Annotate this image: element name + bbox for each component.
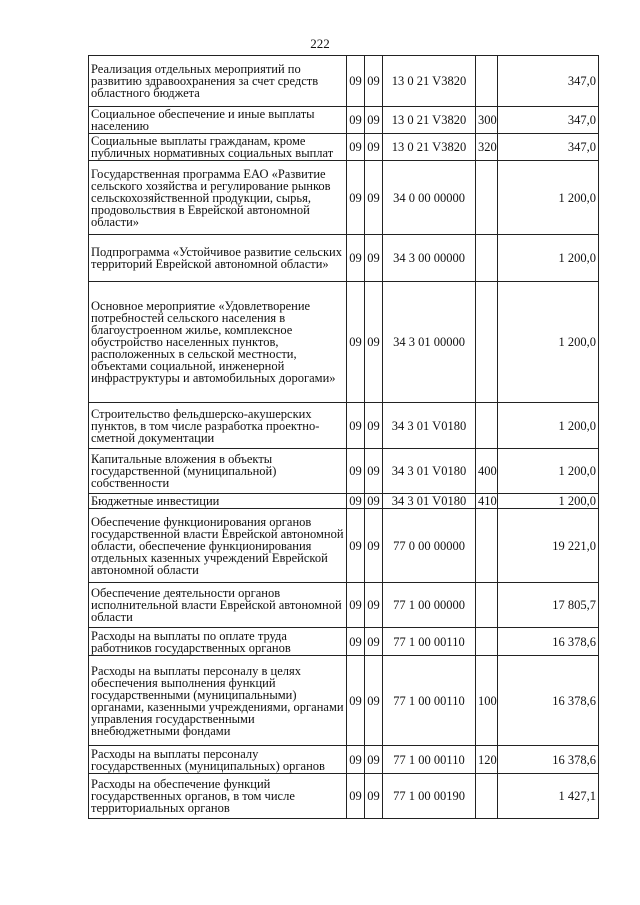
table-row bbox=[89, 774, 599, 819]
subsection-code: 09 bbox=[365, 282, 383, 403]
subsection-code: 09 bbox=[365, 403, 383, 449]
section-code: 09 bbox=[347, 494, 365, 509]
amount: 1 200,0 bbox=[498, 449, 599, 494]
section-code: 09 bbox=[347, 161, 365, 235]
expense-name: Расходы на выплаты по оплате труда работников государственных органов bbox=[89, 628, 347, 656]
expense-name: Основное мероприятие «Удовлетворение потребностей сельского населения в благоустроенном жилье, комплексное обустройство населенных пунктов, расположенных в сельской местности, объектами социальной, инженерной инфраструктуры и автомобильных дорогами» bbox=[89, 282, 347, 403]
section-code: 09 bbox=[347, 509, 365, 583]
subsection-code: 09 bbox=[365, 583, 383, 628]
table-row bbox=[89, 161, 599, 235]
expense-name: Капитальные вложения в объекты государственной (муниципальной) собственности bbox=[89, 449, 347, 494]
table-row bbox=[89, 134, 599, 161]
section-code: 09 bbox=[347, 56, 365, 107]
table-row bbox=[89, 107, 599, 134]
target-article-code: 13 0 21 V3820 bbox=[383, 56, 476, 107]
target-article-code: 77 1 00 00110 bbox=[383, 628, 476, 656]
section-code: 09 bbox=[347, 449, 365, 494]
expense-type-code bbox=[476, 161, 498, 235]
table-row bbox=[89, 746, 599, 774]
expense-type-code: 120 bbox=[476, 746, 498, 774]
table-row bbox=[89, 509, 599, 583]
target-article-code: 77 0 00 00000 bbox=[383, 509, 476, 583]
expense-name: Обеспечение деятельности органов исполнительной власти Еврейской автономной области bbox=[89, 583, 347, 628]
subsection-code: 09 bbox=[365, 774, 383, 819]
subsection-code: 09 bbox=[365, 56, 383, 107]
target-article-code: 34 0 00 00000 bbox=[383, 161, 476, 235]
target-article-code: 34 3 01 V0180 bbox=[383, 403, 476, 449]
table-row bbox=[89, 56, 599, 107]
amount: 1 200,0 bbox=[498, 161, 599, 235]
expense-type-code bbox=[476, 282, 498, 403]
expense-type-code bbox=[476, 235, 498, 282]
expense-name: Расходы на обеспечение функций государственных органов, в том числе территориальных органов bbox=[89, 774, 347, 819]
table-row bbox=[89, 656, 599, 746]
target-article-code: 34 3 00 00000 bbox=[383, 235, 476, 282]
subsection-code: 09 bbox=[365, 134, 383, 161]
amount: 16 378,6 bbox=[498, 656, 599, 746]
amount: 347,0 bbox=[498, 56, 599, 107]
section-code: 09 bbox=[347, 107, 365, 134]
amount: 16 378,6 bbox=[498, 746, 599, 774]
amount: 17 805,7 bbox=[498, 583, 599, 628]
expense-type-code bbox=[476, 583, 498, 628]
amount: 1 200,0 bbox=[498, 282, 599, 403]
section-code: 09 bbox=[347, 134, 365, 161]
table-row bbox=[89, 628, 599, 656]
budget-table-body bbox=[89, 56, 599, 819]
table-row bbox=[89, 494, 599, 509]
section-code: 09 bbox=[347, 746, 365, 774]
section-code: 09 bbox=[347, 282, 365, 403]
subsection-code: 09 bbox=[365, 509, 383, 583]
subsection-code: 09 bbox=[365, 107, 383, 134]
expense-type-code bbox=[476, 56, 498, 107]
expense-name: Бюджетные инвестиции bbox=[89, 494, 347, 509]
target-article-code: 77 1 00 00110 bbox=[383, 746, 476, 774]
subsection-code: 09 bbox=[365, 161, 383, 235]
expense-name: Государственная программа ЕАО «Развитие сельского хозяйства и регулирование рынков сельскохозяйственной продукции, сырья, продовольствия в Еврейской автономной области» bbox=[89, 161, 347, 235]
amount: 19 221,0 bbox=[498, 509, 599, 583]
section-code: 09 bbox=[347, 403, 365, 449]
expense-name: Строительство фельдшерско-акушерских пунктов, в том числе разработка проектно-сметной документации bbox=[89, 403, 347, 449]
target-article-code: 13 0 21 V3820 bbox=[383, 134, 476, 161]
expense-name: Обеспечение функционирования органов государственной власти Еврейской автономной области, обеспечение функционирования отдельных казенных учреждений Еврейской автономной области bbox=[89, 509, 347, 583]
expense-type-code: 300 bbox=[476, 107, 498, 134]
target-article-code: 13 0 21 V3820 bbox=[383, 107, 476, 134]
expense-name: Расходы на выплаты персоналу в целях обеспечения выполнения функций государственными (муниципальными) органами, казенными учреждениями, органами управления государственными внебюджетными фондами bbox=[89, 656, 347, 746]
expense-name: Расходы на выплаты персоналу государственных (муниципальных) органов bbox=[89, 746, 347, 774]
target-article-code: 77 1 00 00110 bbox=[383, 656, 476, 746]
section-code: 09 bbox=[347, 235, 365, 282]
expense-name: Подпрограмма «Устойчивое развитие сельских территорий Еврейской автономной области» bbox=[89, 235, 347, 282]
subsection-code: 09 bbox=[365, 746, 383, 774]
amount: 347,0 bbox=[498, 107, 599, 134]
section-code: 09 bbox=[347, 656, 365, 746]
amount: 347,0 bbox=[498, 134, 599, 161]
subsection-code: 09 bbox=[365, 628, 383, 656]
expense-name: Реализация отдельных мероприятий по развитию здравоохранения за счет средств областного бюджета bbox=[89, 56, 347, 107]
target-article-code: 34 3 01 V0180 bbox=[383, 449, 476, 494]
subsection-code: 09 bbox=[365, 449, 383, 494]
table-row bbox=[89, 403, 599, 449]
expense-type-code: 320 bbox=[476, 134, 498, 161]
amount: 1 200,0 bbox=[498, 494, 599, 509]
amount: 1 200,0 bbox=[498, 235, 599, 282]
expense-name: Социальные выплаты гражданам, кроме публичных нормативных социальных выплат bbox=[89, 134, 347, 161]
budget-table bbox=[88, 55, 599, 819]
section-code: 09 bbox=[347, 583, 365, 628]
target-article-code: 34 3 01 V0180 bbox=[383, 494, 476, 509]
subsection-code: 09 bbox=[365, 656, 383, 746]
expense-type-code bbox=[476, 774, 498, 819]
amount: 1 200,0 bbox=[498, 403, 599, 449]
target-article-code: 34 3 01 00000 bbox=[383, 282, 476, 403]
target-article-code: 77 1 00 00000 bbox=[383, 583, 476, 628]
expense-type-code bbox=[476, 509, 498, 583]
section-code: 09 bbox=[347, 774, 365, 819]
expense-type-code: 100 bbox=[476, 656, 498, 746]
expense-name: Социальное обеспечение и иные выплаты населению bbox=[89, 107, 347, 134]
expense-type-code: 400 bbox=[476, 449, 498, 494]
table-row bbox=[89, 235, 599, 282]
table-row bbox=[89, 449, 599, 494]
amount: 1 427,1 bbox=[498, 774, 599, 819]
subsection-code: 09 bbox=[365, 494, 383, 509]
expense-type-code: 410 bbox=[476, 494, 498, 509]
subsection-code: 09 bbox=[365, 235, 383, 282]
page-number: 222 bbox=[310, 36, 330, 51]
table-row bbox=[89, 583, 599, 628]
section-code: 09 bbox=[347, 628, 365, 656]
table-row bbox=[89, 282, 599, 403]
expense-type-code bbox=[476, 628, 498, 656]
target-article-code: 77 1 00 00190 bbox=[383, 774, 476, 819]
amount: 16 378,6 bbox=[498, 628, 599, 656]
expense-type-code bbox=[476, 403, 498, 449]
